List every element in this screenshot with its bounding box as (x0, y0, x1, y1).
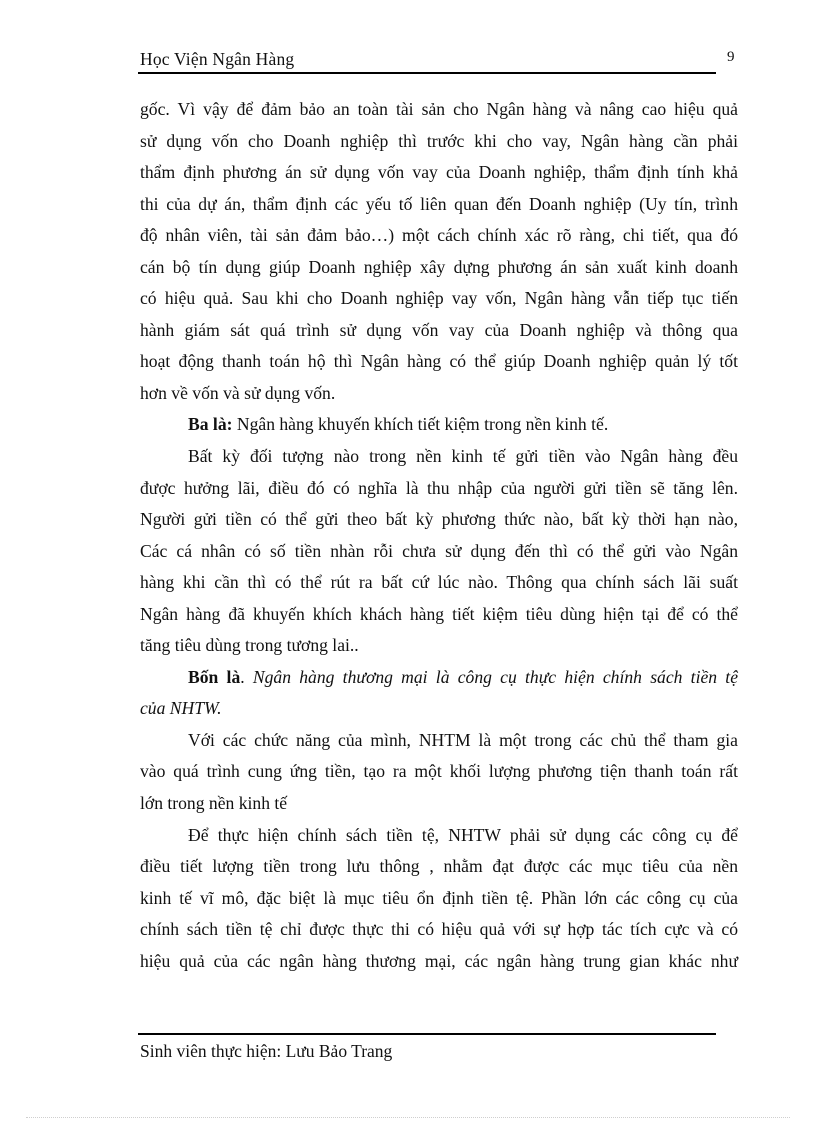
text-line: thi của dự án, thẩm định các yếu tố liên quan đến Doanh nghiệp (Uy tín, trình (140, 193, 738, 214)
page-number: 9 (727, 49, 735, 65)
text-line: chính sách tiền tệ chỉ được thực thi có hiệu quả với sự hợp tác tích cực và có (140, 919, 738, 940)
paragraph-ba-la (140, 409, 738, 441)
text-line: cán bộ tín dụng giúp Doanh nghiệp xây dựng phương án sản xuất kinh doanh (140, 256, 738, 277)
text-line: kinh tế vĩ mô, đặc biệt là mục tiêu ổn định tiền tệ. Phần lớn các công cụ của (140, 887, 738, 908)
text-line: hoạt động thanh toán hộ thì Ngân hàng có thể giúp Doanh nghiệp quản lý tốt (140, 351, 738, 372)
text-line: có hiệu quả. Sau khi cho Doanh nghiệp vay vốn, Ngân hàng vẫn tiếp tục tiến (140, 288, 738, 309)
footer-author: Sinh viên thực hiện: Lưu Bảo Trang (140, 1041, 393, 1061)
page-edge (26, 1117, 790, 1118)
text-line: hiệu quả của các ngân hàng thương mại, các ngân hàng trung gian khác như (140, 950, 738, 971)
bon-la-italic-2: của NHTW. (140, 698, 222, 719)
paragraph-savings (140, 441, 738, 662)
ba-la-lead: Ba là: (188, 414, 233, 435)
footer-rule (138, 1033, 716, 1035)
text-line: thẩm định phương án sử dụng vốn vay của Doanh nghiệp, thẩm định tính khả (140, 162, 738, 183)
paragraph-continuation (140, 94, 738, 409)
text-line: lớn trong nền kinh tế (140, 793, 288, 814)
text-line: Với các chức năng của mình, NHTM là một trong các chủ thể tham gia (188, 729, 738, 750)
text-line: Người gửi tiền có thể gửi theo bất kỳ phương thức nào, bất kỳ thời hạn nào, (140, 509, 738, 530)
text-line: độ nhân viên, tài sản đảm bảo…) một cách chính xác rõ ràng, chi tiết, qua đó (140, 225, 738, 246)
text-line: gốc. Vì vậy để đảm bảo an toàn tài sản cho Ngân hàng và nâng cao hiệu quả (140, 99, 738, 119)
text-line (140, 693, 738, 725)
text-line: được hưởng lãi, điều đó có nghĩa là thu nhập của người gửi tiền sẽ tăng lên. (140, 477, 738, 498)
text-line: hàng khi cần thì có thể rút ra bất cứ lúc nào. Thông qua chính sách lãi suất (140, 572, 738, 593)
text-line: hơn về vốn và sử dụng vốn. (140, 382, 336, 403)
text-line: Ngân hàng đã khuyến khích khách hàng tiết kiệm tiêu dùng hiện tại để có thể (140, 603, 738, 624)
text-line: Để thực hiện chính sách tiền tệ, NHTW phải sử dụng các công cụ để (188, 824, 738, 845)
text-line: tăng tiêu dùng trong tương lai.. (140, 635, 359, 656)
body-text (140, 94, 738, 977)
header-title: Học Viện Ngân Hàng (140, 49, 295, 69)
header-rule (138, 72, 716, 74)
text-line: Bất kỳ đối tượng nào trong nền kinh tế gửi tiền vào Ngân hàng đều (188, 446, 738, 467)
ba-la-text: Ngân hàng khuyến khích tiết kiệm trong nền kinh tế. (232, 414, 609, 435)
bon-la-lead: Bốn là (188, 666, 241, 687)
paragraph-nhtm (140, 725, 738, 820)
text-line: vào quá trình cung ứng tiền, tạo ra một khối lượng phương tiện thanh toán rất (140, 761, 738, 782)
bon-la-punct: . (240, 666, 253, 687)
bon-la-italic-1: Ngân hàng thương mại là công cụ thực hiện chính sách tiền tệ (252, 666, 738, 687)
paragraph-bon-la (140, 662, 738, 725)
text-line: sử dụng vốn cho Doanh nghiệp thì trước khi cho vay, Ngân hàng cần phải (140, 130, 738, 151)
paragraph-monetary-policy (140, 820, 738, 978)
text-line: hành giám sát quá trình sử dụng vốn vay của Doanh nghiệp và thông qua (140, 319, 738, 340)
text-line: Các cá nhân có số tiền nhàn rỗi chưa sử dụng đến thì có thể gửi vào Ngân (140, 540, 738, 561)
text-line (140, 662, 738, 694)
text-line: điều tiết lượng tiền trong lưu thông , nhằm đạt được các mục tiêu của nền (140, 856, 738, 877)
